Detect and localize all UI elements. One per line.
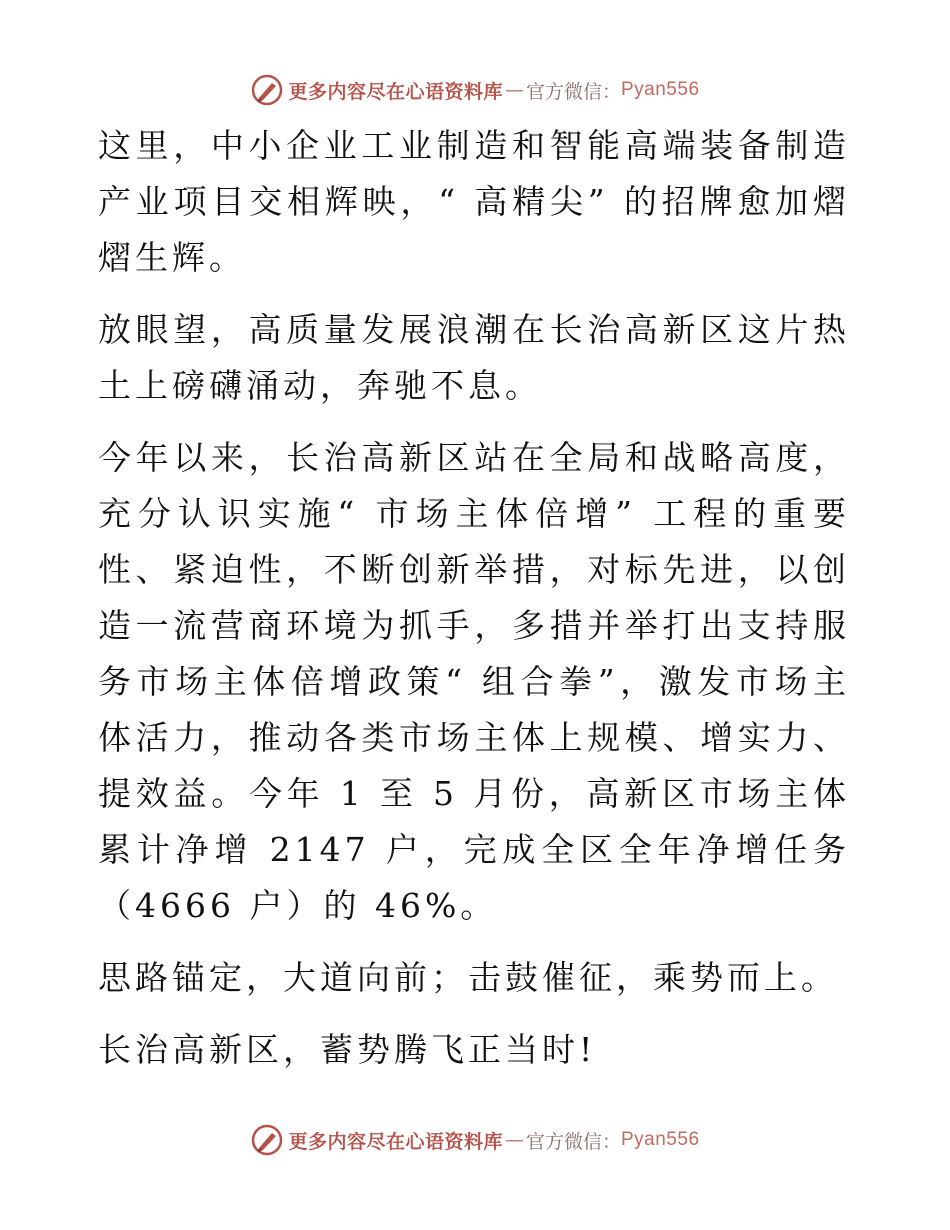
pen-logo-icon bbox=[250, 1123, 284, 1157]
footer-wechat-label: 官方微信： bbox=[525, 1130, 621, 1153]
header-main-text: 更多内容尽在心语资料库 bbox=[288, 80, 503, 103]
footer-wechat-id: Pyan556 bbox=[621, 1129, 700, 1150]
paragraph-4: 思路锚定，大道向前；击鼓催征，乘势而上。 bbox=[98, 958, 838, 997]
document-body bbox=[98, 118, 850, 1094]
header-separator: — bbox=[504, 79, 524, 101]
footer-watermark bbox=[0, 1122, 950, 1158]
paragraph-3: 今年以来，长治高新区站在全局和战略高度，充分认识实施“ 市场主体倍增” 工程的重要性、紧迫性，不断创新举措，对标先进，以创造一流营商环境为抓手，多措并举打出支持服务市场主体倍增政策“ 组合拳”，激发市场主体活力，推动各类市场主体上规模、增实力、提效益。今年 1 至 5 月份，高新区市场主体累计净增 2147 户，完成全区全年净增任务（4666 户）的 46%。 bbox=[98, 438, 850, 925]
pen-logo-icon bbox=[250, 73, 284, 107]
footer-main-text: 更多内容尽在心语资料库 bbox=[288, 1130, 503, 1153]
header-watermark bbox=[0, 72, 950, 108]
footer-separator: — bbox=[504, 1129, 524, 1151]
paragraph-1: 这里，中小企业工业制造和智能高端装备制造产业项目交相辉映，“ 高精尖” 的招牌愈加熠熠生辉。 bbox=[98, 126, 850, 277]
paragraph-5: 长治高新区，蓄势腾飞正当时! bbox=[98, 1030, 597, 1069]
header-wechat-id: Pyan556 bbox=[621, 79, 700, 100]
paragraph-2: 放眼望，高质量发展浪潮在长治高新区这片热土上磅礴涌动，奔驰不息。 bbox=[98, 310, 850, 405]
header-wechat-label: 官方微信： bbox=[525, 80, 621, 103]
